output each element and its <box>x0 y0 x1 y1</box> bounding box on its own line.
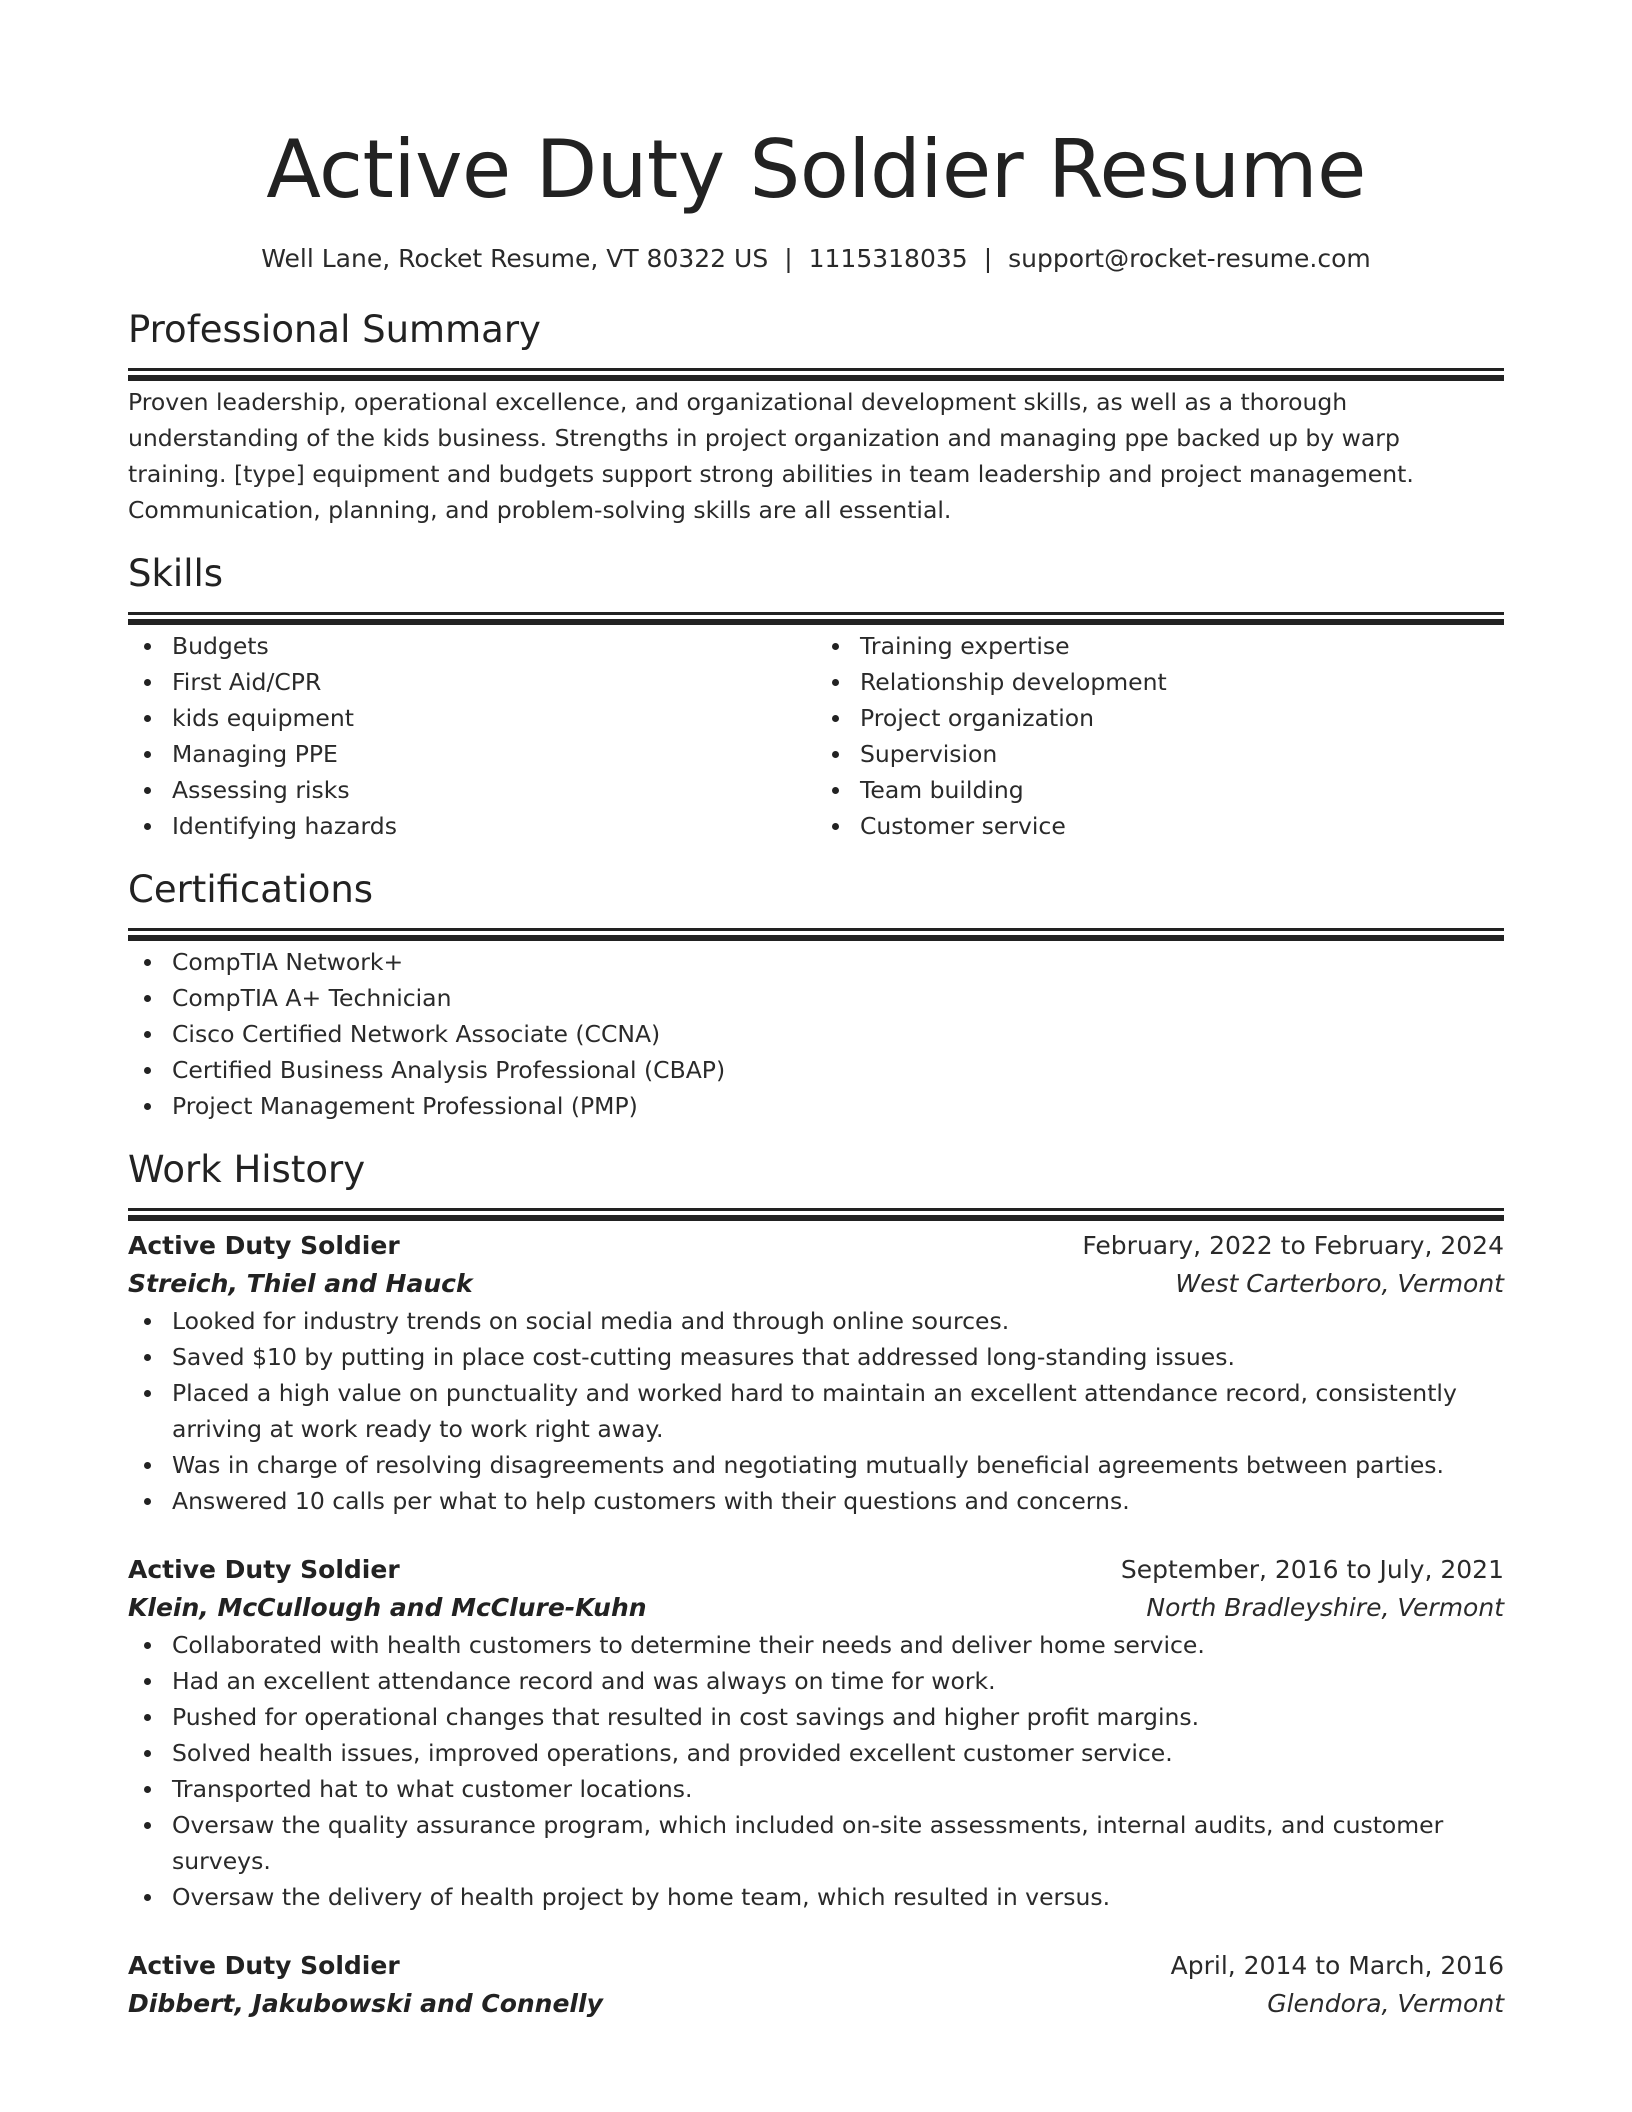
skills-heading: Skills <box>128 552 224 595</box>
contact-email: support@rocket-resume.com <box>1008 244 1371 273</box>
job-duty-item: Oversaw the delivery of health project by home team, which resulted in versus. <box>172 1879 1504 1915</box>
job-header <box>128 1947 1504 1985</box>
job-entry <box>128 1551 1504 1915</box>
job-duty-item: Answered 10 calls per what to help customers with their questions and concerns. <box>172 1483 1504 1519</box>
work-heading: Work History <box>128 1148 366 1191</box>
job-title: Active Duty Soldier <box>128 1555 400 1584</box>
job-duties-list <box>128 1303 1504 1519</box>
job-duty-item: Looked for industry trends on social media and through online sources. <box>172 1303 1504 1339</box>
job-header <box>128 1551 1504 1589</box>
skill-item: Relationship development <box>860 664 1504 700</box>
job-location: West Carterboro, Vermont <box>1175 1269 1504 1298</box>
certifications-heading: Certifications <box>128 868 374 911</box>
section-divider <box>128 368 1504 371</box>
skill-item: Team building <box>860 772 1504 808</box>
job-company: Streich, Thiel and Hauck <box>128 1269 473 1298</box>
job-duty-item: Transported hat to what customer locations. <box>172 1771 1504 1807</box>
certification-item: Project Management Professional (PMP) <box>172 1088 1504 1124</box>
certification-item: CompTIA A+ Technician <box>172 980 1504 1016</box>
job-duties-list <box>128 1627 1504 1915</box>
contact-phone: 1115318035 <box>808 244 968 273</box>
job-duty-item: Saved $10 by putting in place cost-cutting measures that addressed long-standing issues. <box>172 1339 1504 1375</box>
job-subheader <box>128 1985 1504 2023</box>
skill-item: Identifying hazards <box>172 808 816 844</box>
job-header <box>128 1227 1504 1265</box>
skill-item: kids equipment <box>172 700 816 736</box>
skills-list-left <box>128 628 816 844</box>
job-duty-item: Collaborated with health customers to determine their needs and deliver home service. <box>172 1627 1504 1663</box>
job-location: Glendora, Vermont <box>1267 1989 1504 2018</box>
skill-item: Project organization <box>860 700 1504 736</box>
certifications-list <box>128 944 1504 1124</box>
skill-item: Training expertise <box>860 628 1504 664</box>
skill-item: Budgets <box>172 628 816 664</box>
section-divider <box>128 928 1504 931</box>
job-dates: February, 2022 to February, 2024 <box>1082 1231 1504 1260</box>
skill-item: First Aid/CPR <box>172 664 816 700</box>
summary-heading: Professional Summary <box>128 308 541 351</box>
contact-line <box>128 242 1504 276</box>
section-divider <box>128 1208 1504 1211</box>
skills-grid <box>128 628 1504 844</box>
skill-item: Assessing risks <box>172 772 816 808</box>
job-dates: September, 2016 to July, 2021 <box>1120 1555 1504 1584</box>
page-title: Active Duty Soldier Resume <box>266 123 1366 216</box>
certification-item: Certified Business Analysis Professional (CBAP) <box>172 1052 1504 1088</box>
job-duty-item: Solved health issues, improved operations, and provided excellent customer service. <box>172 1735 1504 1771</box>
contact-separator: | <box>983 244 993 273</box>
job-company: Dibbert, Jakubowski and Connelly <box>128 1989 603 2018</box>
skills-section <box>128 550 1504 844</box>
job-title: Active Duty Soldier <box>128 1951 400 1980</box>
job-company: Klein, McCullough and McClure-Kuhn <box>128 1593 647 1622</box>
job-entry <box>128 1947 1504 2023</box>
summary-text: Proven leadership, operational excellence, and organizational development skills, as well as a thorough understanding of the kids business. Strengths in project organization and managing ppe backed up by warp training. [type] equipment and budgets support strong abilities in team leadership and project management. Communication, planning, and problem-solving skills are all essential. <box>128 388 1414 524</box>
contact-separator: | <box>784 244 793 273</box>
job-title: Active Duty Soldier <box>128 1231 400 1260</box>
contact-address: Well Lane, Rocket Resume, VT 80322 US <box>261 244 769 273</box>
job-subheader <box>128 1265 1504 1303</box>
skill-item: Supervision <box>860 736 1504 772</box>
job-subheader <box>128 1589 1504 1627</box>
resume-page <box>128 0 1504 2023</box>
job-duty-item: Had an excellent attendance record and was always on time for work. <box>172 1663 1504 1699</box>
job-duty-item: Was in charge of resolving disagreements and negotiating mutually beneficial agreements between parties. <box>172 1447 1504 1483</box>
section-divider <box>128 612 1504 615</box>
certification-item: CompTIA Network+ <box>172 944 1504 980</box>
summary-section <box>128 306 1504 528</box>
work-section <box>128 1146 1504 2023</box>
job-duty-item: Placed a high value on punctuality and worked hard to maintain an excellent attendance record, consistently arriving at work ready to work right away. <box>172 1375 1504 1447</box>
job-duty-item: Pushed for operational changes that resulted in cost savings and higher profit margins. <box>172 1699 1504 1735</box>
skills-list-right <box>816 628 1504 844</box>
skill-item: Managing PPE <box>172 736 816 772</box>
certification-item: Cisco Certified Network Associate (CCNA) <box>172 1016 1504 1052</box>
job-duty-item: Oversaw the quality assurance program, which included on-site assessments, internal audits, and customer surveys. <box>172 1807 1504 1879</box>
job-location: North Bradleyshire, Vermont <box>1146 1593 1504 1622</box>
job-entry <box>128 1227 1504 1519</box>
skill-item: Customer service <box>860 808 1504 844</box>
job-dates: April, 2014 to March, 2016 <box>1170 1951 1504 1980</box>
certifications-section <box>128 866 1504 1124</box>
